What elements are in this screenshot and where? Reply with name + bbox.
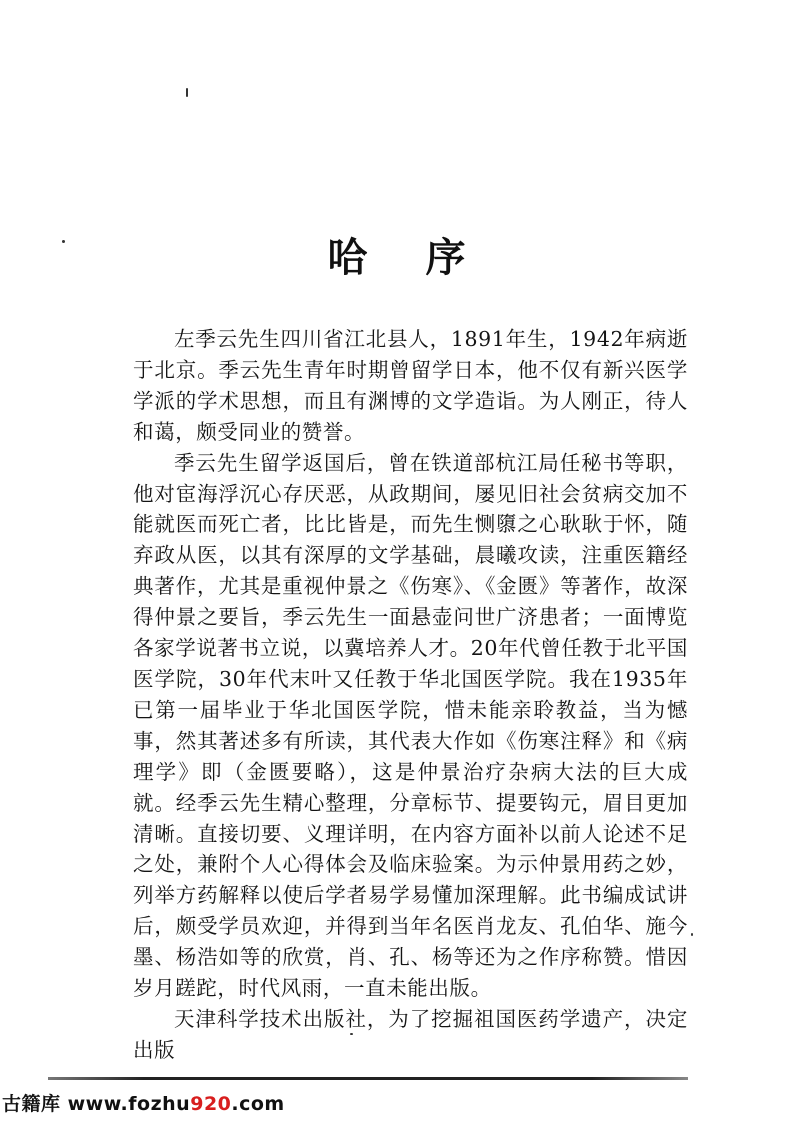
scan-speck — [691, 933, 693, 936]
paragraph: 季云先生留学返国后，曾在铁道部杭江局任秘书等职，他对宦海浮沉心存厌恶，从政期间，屡见旧社会贫病交加不能就医而死亡者，比比皆是，而先生恻隳之心耿耿于怀，随弃政从医，以其有深厚的文学基础，晨曦攻读，注重医籍经典著作，尤其是重视仲景之《伤寒》、《金匮》等著作，故深得仲景之要旨，季云先生一面悬壶问世广济患者；一面博览各家学说著书立说，以冀培养人才。20年代曾任教于北平国医学院，30年代末叶又任教于华北国医学院。我在1935年已第一届毕业于华北国医学院，惜未能亲聆教益，当为憾事，然其著述多有所读，其代表大作如《伤寒注释》和《病理学》即（金匮要略），这是仲景治疗杂病大法的巨大成就。经季云先生精心整理，分章标节、提要钩元，眉目更加清晰。直接切要、义理详明，在内容方面补以前人论述不足之处，兼附个人心得体会及临床验案。为示仲景用药之妙，列举方药解释以使后学者易学易懂加深理解。此书编成试讲后，颇受学员欢迎，并得到当年名医肖龙友、孔伯华、施今墨、杨浩如等的欣赏，肖、孔、杨等还为之作序称赞。惜因岁月蹉跎，时代风雨，一直未能出版。 — [133, 450, 688, 1001]
watermark-prefix: 古籍库 www.fozhu — [2, 1093, 191, 1115]
paragraph: 左季云先生四川省江北县人，1891年生，1942年病逝于北京。季云先生青年时期曾留学日本，他不仅有新兴医学学派的学术思想，而且有渊博的文学造诣。为人刚正，待人和蔼，颇受同业的赞誉。 — [133, 327, 688, 444]
watermark-suffix: .com — [231, 1093, 285, 1115]
scan-speck — [186, 88, 188, 97]
bottom-rule — [48, 1077, 688, 1080]
watermark-accent: 920 — [190, 1093, 232, 1115]
site-watermark — [2, 1089, 285, 1116]
preface-body — [133, 324, 688, 1066]
page-title: 哈序 — [327, 235, 524, 281]
paragraph: 天津科学技术出版社，为了挖掘祖国医药学遗产，决定出版 — [133, 1006, 688, 1062]
